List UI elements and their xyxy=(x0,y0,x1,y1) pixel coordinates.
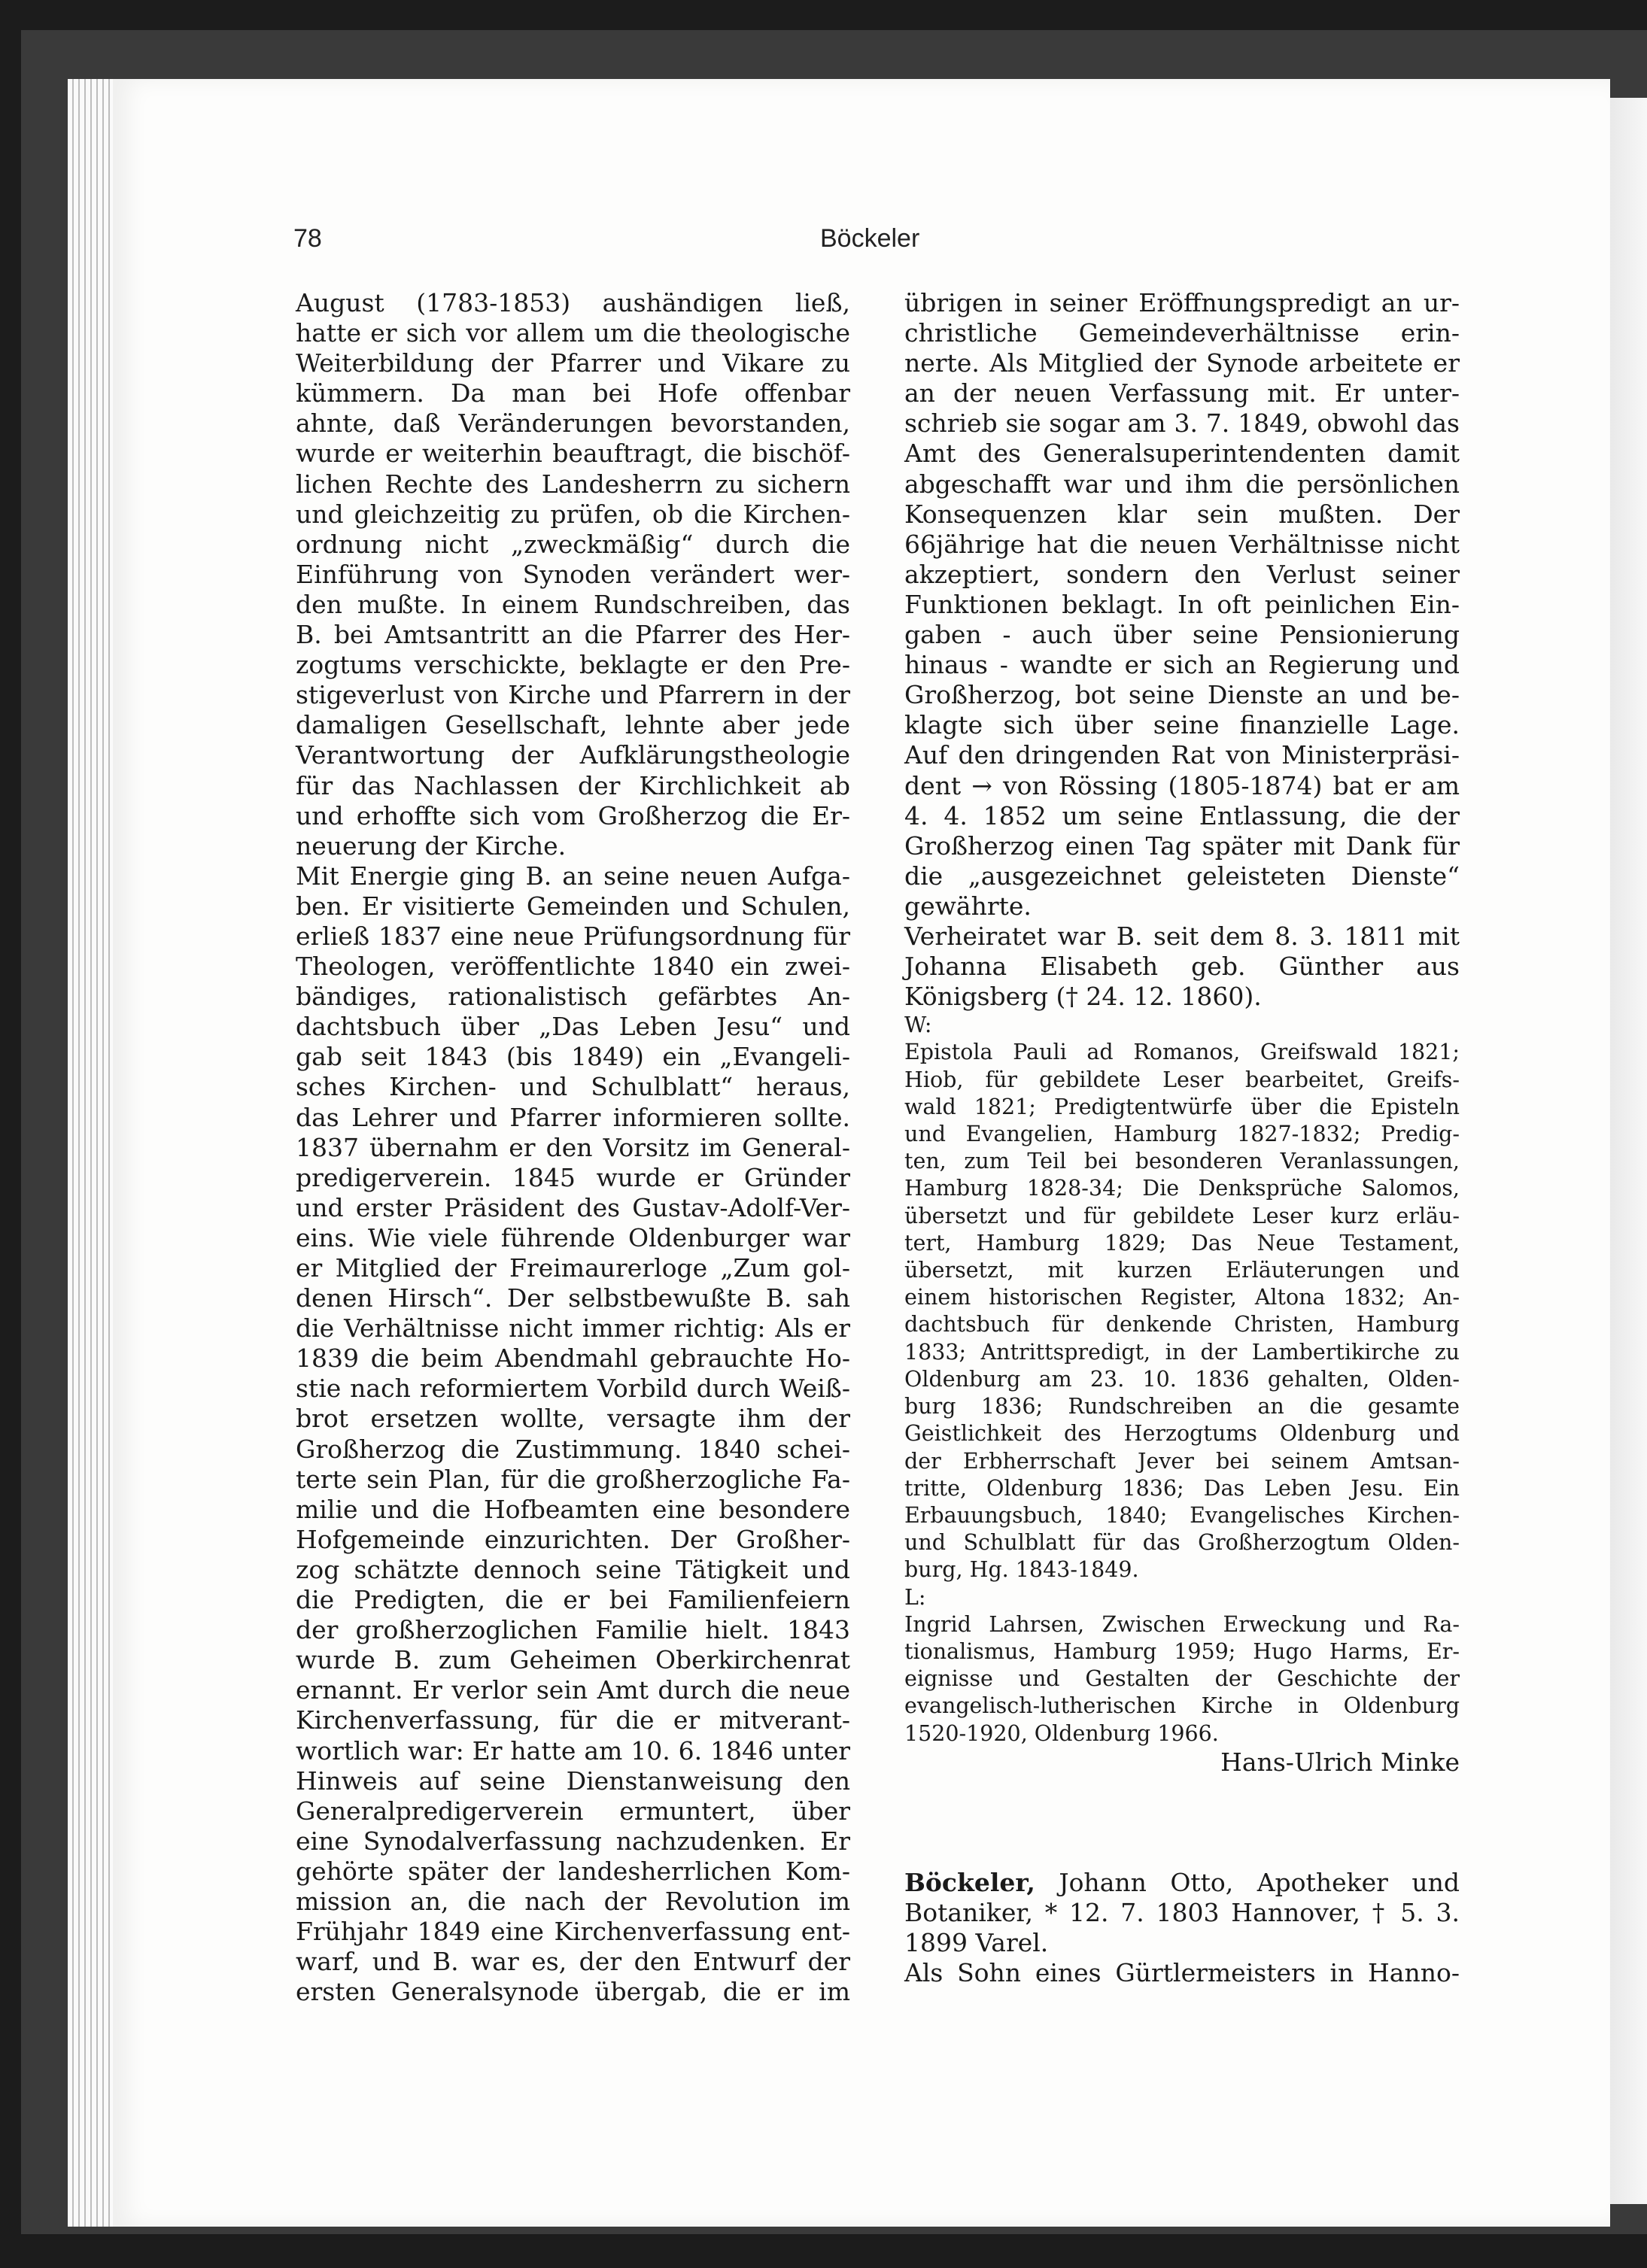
next-entry-line-4: Als Sohn eines Gürtlermeisters in Hanno- xyxy=(904,1958,1460,1988)
next-entry-headword: Böckeler, xyxy=(904,1867,1035,1897)
left-line: zogtums verschickte, beklagte er den Pre- xyxy=(296,650,850,680)
entry-gap xyxy=(904,1778,1460,1868)
works-line: ten, zum Teil bei besonderen Veranlassungen, xyxy=(904,1149,1460,1174)
right-line: die „ausgezeichnet geleisteten Dienste“ xyxy=(904,861,1460,891)
left-line: die Verhältnisse nicht immer richtig: Als er xyxy=(296,1313,850,1343)
works-line: Erbauungsbuch, 1840; Evangelisches Kirchen- xyxy=(904,1502,1460,1528)
left-line: ordnung nicht „zweckmäßig“ durch die xyxy=(296,529,850,559)
works-list xyxy=(904,1039,1460,1583)
facing-page-edge xyxy=(1610,98,1647,2204)
right-line: Funktionen beklagt. In oft peinlichen Ein- xyxy=(904,589,1460,619)
right-column-body xyxy=(904,288,1460,1012)
left-line: Weiterbildung der Pfarrer und Vikare zu xyxy=(296,348,850,378)
right-line: gewährte. xyxy=(904,891,1032,921)
right-line: gaben - auch über seine Pensionierung xyxy=(904,620,1460,650)
left-line: Hinweis auf seine Dienstanweisung den xyxy=(296,1766,850,1796)
works-line: burg 1836; Rundschreiben an die gesamte xyxy=(904,1394,1460,1419)
works-line: dachtsbuch für denkende Christen, Hamburg xyxy=(904,1312,1460,1337)
works-line: und Schulblatt für das Großherzogtum Olden- xyxy=(904,1530,1460,1556)
left-line: gab seit 1843 (bis 1849) ein „Evangeli- xyxy=(296,1042,850,1072)
literature-list xyxy=(904,1611,1460,1747)
left-line: dachtsbuch über „Das Leben Jesu“ und xyxy=(296,1012,850,1042)
left-line: für das Nachlassen der Kirchlichkeit ab xyxy=(296,770,850,800)
left-line: der großherzoglichen Familie hielt. 1843 xyxy=(296,1615,850,1645)
works-line: Epistola Pauli ad Romanos, Greifswald 1821; xyxy=(904,1040,1460,1065)
left-line: erließ 1837 eine neue Prüfungsordnung für xyxy=(296,921,850,951)
right-line: Johanna Elisabeth geb. Günther aus xyxy=(904,952,1460,982)
left-line: wurde B. zum Geheimen Oberkirchenrat xyxy=(296,1645,850,1675)
right-line: akzeptiert, sondern den Verlust seiner xyxy=(904,559,1460,589)
right-line: klagte sich über seine finanzielle Lage. xyxy=(904,710,1460,740)
left-line: Frühjahr 1849 eine Kirchenverfassung ent- xyxy=(296,1917,850,1947)
left-line: lichen Rechte des Landesherrn zu sichern xyxy=(296,469,850,499)
left-line: kümmern. Da man bei Hofe offenbar xyxy=(296,378,850,408)
left-line: damaligen Gesellschaft, lehnte aber jede xyxy=(296,710,850,740)
left-line: stigeverlust von Kirche und Pfarrern in der xyxy=(296,680,850,710)
left-line: ernannt. Er verlor sein Amt durch die neue xyxy=(296,1675,850,1705)
works-line: Hamburg 1828-34; Die Denksprüche Salomos, xyxy=(904,1176,1460,1201)
left-line: milie und die Hofbeamten eine besondere xyxy=(296,1494,850,1524)
left-line: Hofgemeinde einzurichten. Der Großher- xyxy=(296,1524,850,1554)
left-line: die Predigten, die er bei Familienfeiern xyxy=(296,1585,850,1615)
right-line: abgeschafft war und ihm die persönlichen xyxy=(904,469,1460,499)
left-line: und erster Präsident des Gustav-Adolf-Ver- xyxy=(296,1192,850,1222)
article-author: Hans-Ulrich Minke xyxy=(1220,1747,1460,1777)
left-line: wurde er weiterhin beauftragt, die bischöf- xyxy=(296,439,850,469)
literature-line: evangelisch-lutherischen Kirche in Oldenburg xyxy=(904,1693,1460,1719)
literature-line: Ingrid Lahrsen, Zwischen Erweckung und Ra- xyxy=(904,1611,1460,1637)
left-line: denen Hirsch“. Der selbstbewußte B. sah xyxy=(296,1283,850,1313)
right-line: an der neuen Verfassung mit. Er unter- xyxy=(904,378,1460,408)
works-section xyxy=(904,1012,1460,1747)
left-line: Einführung von Synoden verändert wer- xyxy=(296,559,850,589)
running-head xyxy=(293,224,1459,262)
left-line: gehörte später der landesherrlichen Kom- xyxy=(296,1856,850,1886)
left-line: ahnte, daß Veränderungen bevorstanden, xyxy=(296,408,850,439)
left-line: Großherzog die Zustimmung. 1840 schei- xyxy=(296,1434,850,1464)
right-line: Verheiratet war B. seit dem 8. 3. 1811 mit xyxy=(904,921,1460,951)
right-line: hinaus - wandte er sich an Regierung und xyxy=(904,650,1460,680)
right-line: übrigen in seiner Eröffnungspredigt an ur- xyxy=(904,288,1460,317)
right-line: 4. 4. 1852 um seine Entlassung, die der xyxy=(904,800,1460,830)
right-line: nerte. Als Mitglied der Synode arbeitete er xyxy=(904,348,1460,378)
works-line: einem historischen Register, Altona 1832; An- xyxy=(904,1285,1460,1310)
works-line: Geistlichkeit des Herzogtums Oldenburg und xyxy=(904,1421,1460,1447)
works-line: Oldenburg am 23. 10. 1836 gehalten, Olden- xyxy=(904,1366,1460,1392)
left-line: terte sein Plan, für die großherzogliche Fa- xyxy=(296,1464,850,1494)
works-line: Hiob, für gebildete Leser bearbeitet, Greifs- xyxy=(904,1067,1460,1092)
works-line: tert, Hamburg 1829; Das Neue Testament, xyxy=(904,1230,1460,1255)
literature-label: L: xyxy=(904,1584,926,1610)
page-number: 78 xyxy=(293,224,322,253)
left-line: Kirchenverfassung, für die er mitverant- xyxy=(296,1705,850,1735)
works-line: übersetzt, mit kurzen Erläuterungen und xyxy=(904,1258,1460,1283)
left-line: August (1783-1853) aushändigen ließ, xyxy=(296,288,850,317)
works-line: wald 1821; Predigtentwürfe über die Episteln xyxy=(904,1094,1460,1119)
left-line: Verantwortung der Aufklärungstheologie xyxy=(296,740,850,770)
running-title: Böckeler xyxy=(820,224,920,253)
works-line: übersetzt und für gebildete Leser kurz erläu- xyxy=(904,1203,1460,1228)
literature-line: tionalismus, Hamburg 1959; Hugo Harms, Er- xyxy=(904,1638,1460,1664)
next-entry-line-2: Botaniker, * 12. 7. 1803 Hannover, † 5. 3. xyxy=(904,1897,1460,1927)
right-line: Amt des Generalsuperintendenten damit xyxy=(904,439,1460,469)
left-line: den mußte. In einem Rundschreiben, das xyxy=(296,589,850,619)
left-line: eine Synodalverfassung nachzudenken. Er xyxy=(296,1826,850,1856)
next-entry-line-1 xyxy=(904,1868,1460,1898)
next-entry xyxy=(904,1868,1460,1988)
left-line: das Lehrer und Pfarrer informieren sollte. xyxy=(296,1102,850,1132)
right-column xyxy=(904,288,1460,1988)
works-line: tritte, Oldenburg 1836; Das Leben Jesu. Ein xyxy=(904,1475,1460,1501)
right-line: 66jährige hat die neuen Verhältnisse nicht xyxy=(904,529,1460,559)
left-line: wortlich war: Er hatte am 10. 6. 1846 unter xyxy=(296,1735,850,1766)
works-line: der Erbherrschaft Jever bei seinem Amtsan- xyxy=(904,1448,1460,1474)
left-column xyxy=(296,288,850,2007)
left-line: er Mitglied der Freimaurerloge „Zum gol- xyxy=(296,1253,850,1283)
left-line: und erhoffte sich vom Großherzog die Er- xyxy=(296,800,850,830)
next-entry-line-1-rest: Johann Otto, Apotheker und xyxy=(1035,1867,1460,1897)
left-line: und gleichzeitig zu prüfen, ob die Kirchen- xyxy=(296,499,850,529)
right-line: Königsberg († 24. 12. 1860). xyxy=(904,982,1262,1012)
left-line: predigerverein. 1845 wurde er Gründer xyxy=(296,1162,850,1192)
left-line: eins. Wie viele führende Oldenburger war xyxy=(296,1222,850,1252)
left-line: B. bei Amtsantritt an die Pfarrer des Her- xyxy=(296,620,850,650)
works-label: W: xyxy=(904,1013,932,1038)
right-line: dent → von Rössing (1805-1874) bat er am xyxy=(904,770,1460,800)
left-line: neuerung der Kirche. xyxy=(296,830,567,861)
literature-line: 1520-1920, Oldenburg 1966. xyxy=(904,1720,1219,1746)
left-line: bändiges, rationalistisch gefärbtes An- xyxy=(296,982,850,1012)
left-line: Mit Energie ging B. an seine neuen Aufga- xyxy=(296,861,850,891)
works-line: und Evangelien, Hamburg 1827-1832; Predig- xyxy=(904,1122,1460,1147)
left-line: Generalpredigerverein ermuntert, über xyxy=(296,1796,850,1826)
literature-line: eignisse und Gestalten der Geschichte der xyxy=(904,1666,1460,1692)
right-line: Großherzog, bot seine Dienste an und be- xyxy=(904,680,1460,710)
right-line: christliche Gemeindeverhältnisse erin- xyxy=(904,318,1460,348)
left-line: brot ersetzen wollte, versagte ihm der xyxy=(296,1404,850,1434)
left-line: 1839 die beim Abendmahl gebrauchte Ho- xyxy=(296,1343,850,1374)
right-line: Konsequenzen klar sein mußten. Der xyxy=(904,499,1460,529)
left-line: Theologen, veröffentlichte 1840 ein zwei- xyxy=(296,952,850,982)
works-line: 1833; Antrittspredigt, in der Lambertikirche zu xyxy=(904,1339,1460,1365)
left-line: mission an, die nach der Revolution im xyxy=(296,1886,850,1916)
right-line: Auf den dringenden Rat von Ministerpräsi- xyxy=(904,740,1460,770)
left-line: ersten Generalsynode übergab, die er im xyxy=(296,1977,850,2007)
left-line: stie nach reformiertem Vorbild durch Weiß- xyxy=(296,1374,850,1404)
left-line: 1837 übernahm er den Vorsitz im General- xyxy=(296,1132,850,1162)
right-line: schrieb sie sogar am 3. 7. 1849, obwohl das xyxy=(904,408,1460,439)
next-entry-line-3: 1899 Varel. xyxy=(904,1928,1049,1958)
left-line: ben. Er visitierte Gemeinden und Schulen, xyxy=(296,891,850,921)
left-line: sches Kirchen- und Schulblatt“ heraus, xyxy=(296,1072,850,1102)
left-line: zog schätzte dennoch seine Tätigkeit und xyxy=(296,1554,850,1584)
left-line: warf, und B. war es, der den Entwurf der xyxy=(296,1947,850,1977)
works-line: burg, Hg. 1843-1849. xyxy=(904,1557,1139,1583)
left-line: hatte er sich vor allem um die theologische xyxy=(296,318,850,348)
right-line: Großherzog einen Tag später mit Dank für xyxy=(904,830,1460,861)
